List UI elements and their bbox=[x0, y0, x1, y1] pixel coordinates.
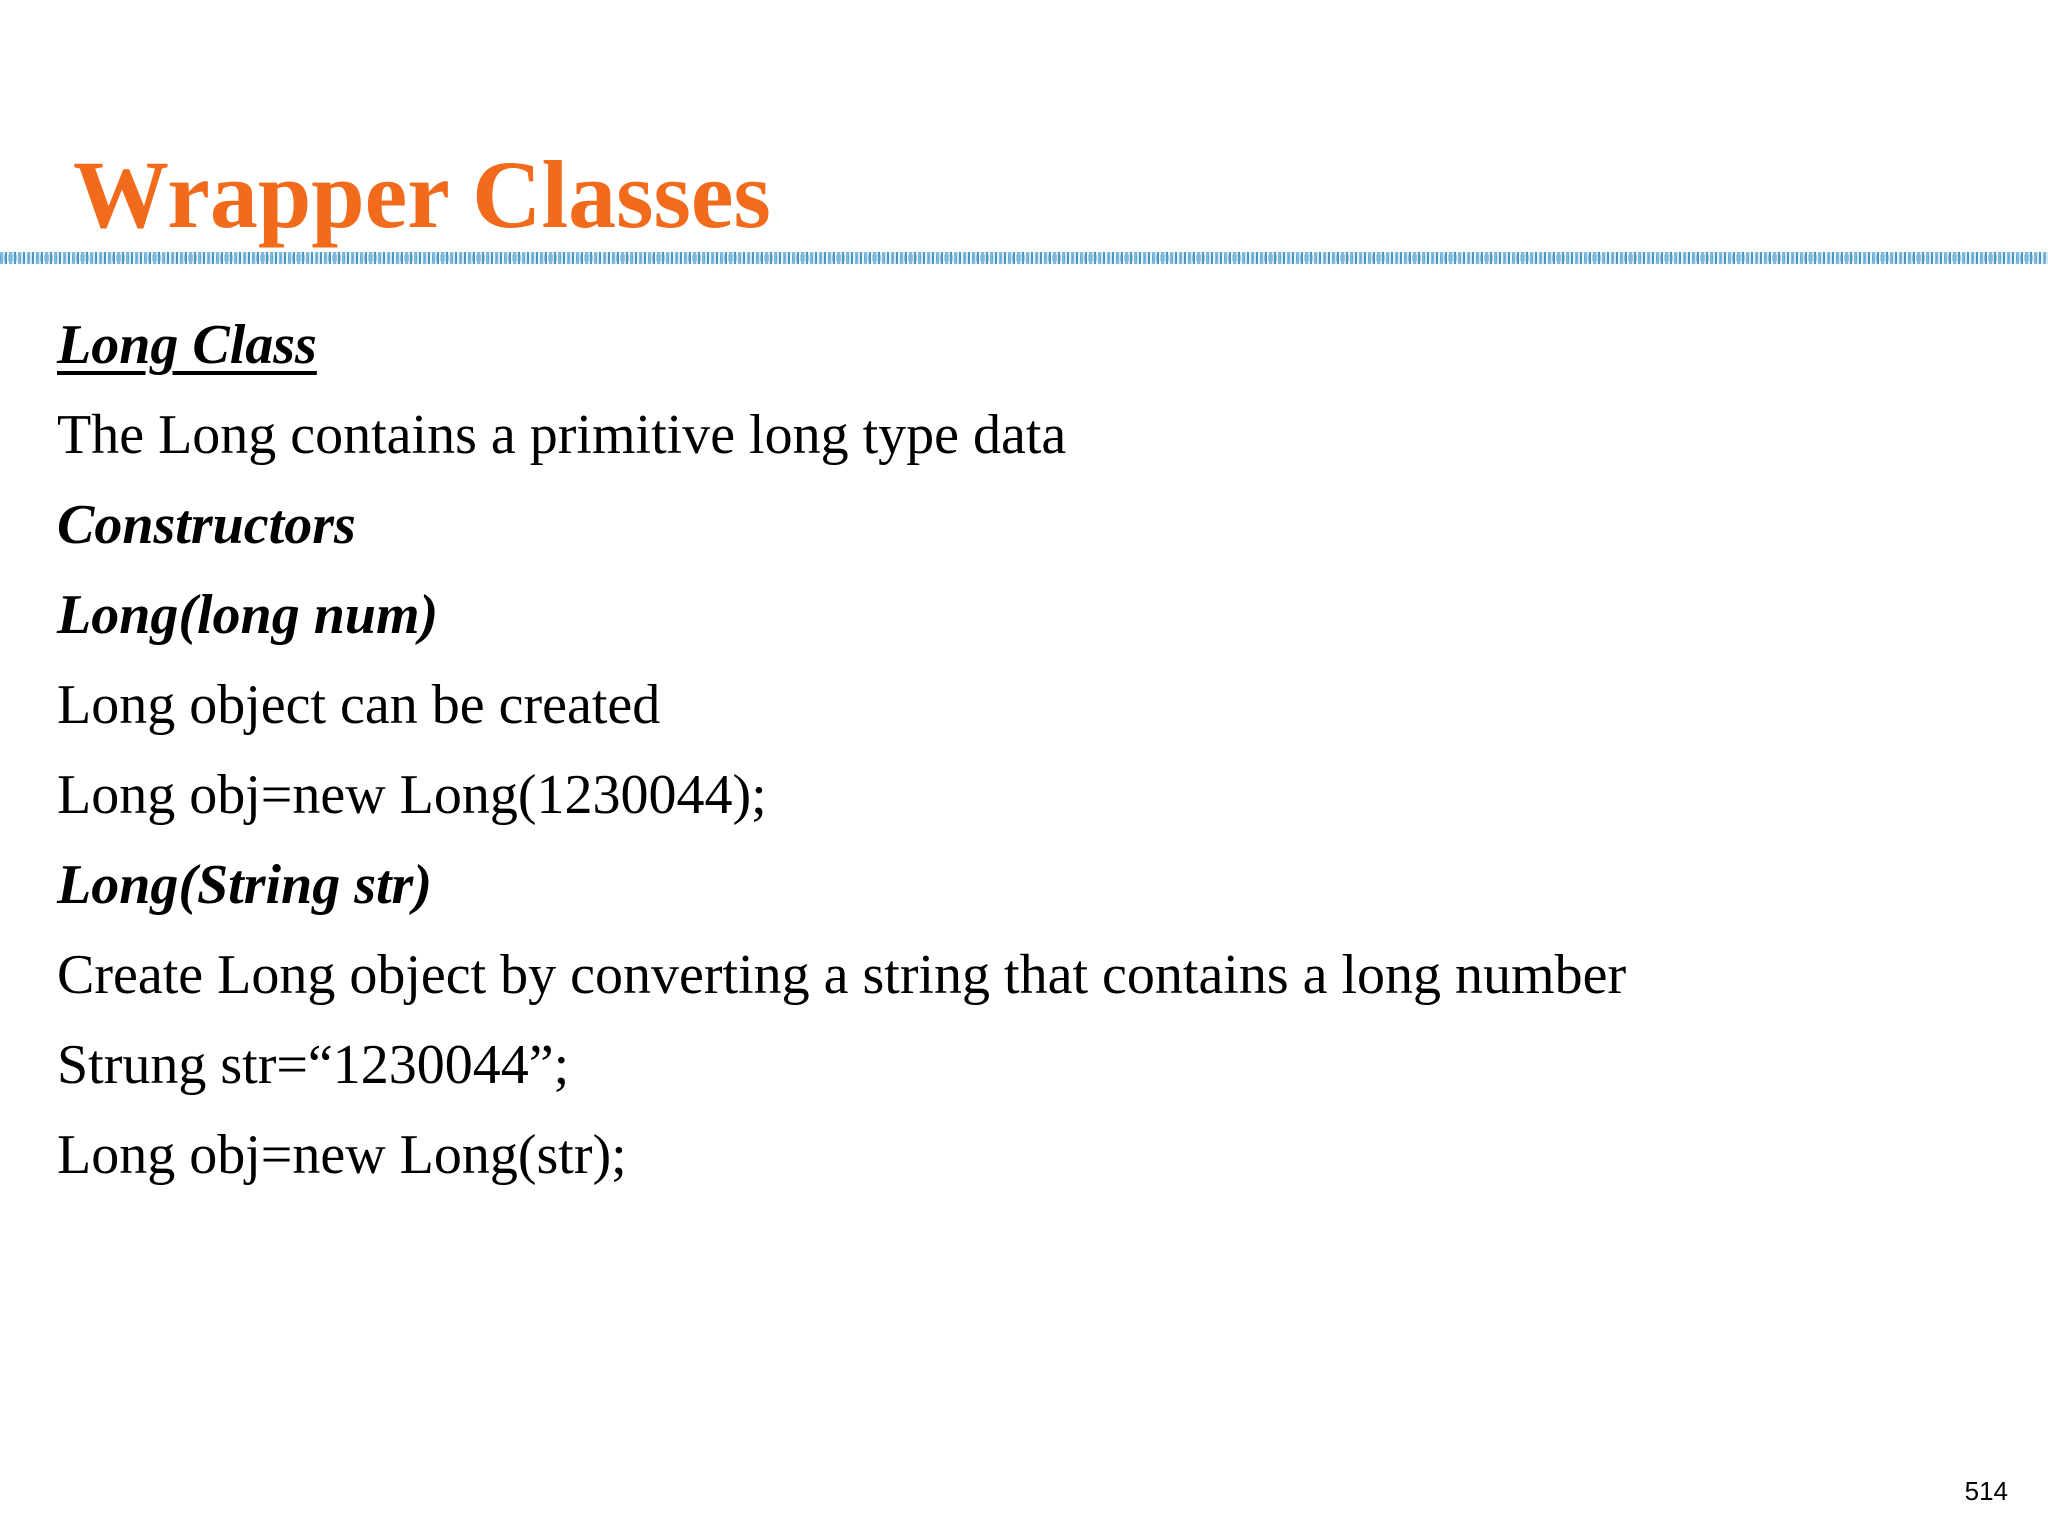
description-line: The Long contains a primitive long type data bbox=[57, 404, 1067, 466]
slide-body bbox=[57, 300, 2017, 1200]
slide-title: Wrapper Classes bbox=[73, 141, 771, 248]
title-divider bbox=[0, 252, 2048, 264]
constructor-long-num-example: Long obj=new Long(1230044); bbox=[57, 764, 767, 826]
constructor-string-str-description: Create Long object by converting a string that contains a long number bbox=[57, 944, 1627, 1006]
constructors-heading: Constructors bbox=[57, 494, 356, 556]
constructor-string-str-example-2: Long obj=new Long(str); bbox=[57, 1124, 627, 1186]
section-heading-text: Long Class bbox=[57, 314, 317, 376]
constructor-long-num-description: Long object can be created bbox=[57, 674, 661, 736]
section-heading-long-class bbox=[57, 300, 2017, 390]
page-number: 514 bbox=[1964, 1476, 2008, 1506]
constructor-long-num: Long(long num) bbox=[57, 584, 439, 646]
constructor-string-str: Long(String str) bbox=[57, 854, 432, 916]
constructor-string-str-example-1: Strung str=“1230044”; bbox=[57, 1034, 570, 1096]
